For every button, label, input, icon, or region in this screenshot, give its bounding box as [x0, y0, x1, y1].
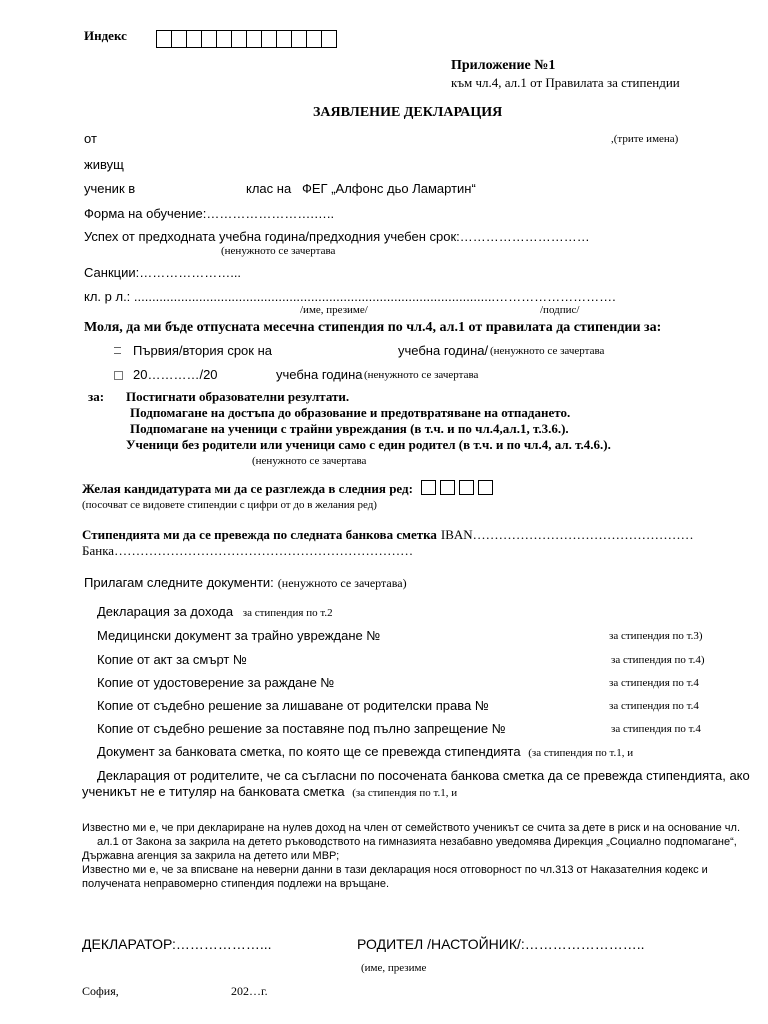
- preference-label: Желая кандидатурата ми да се разглежда в следния ред:: [82, 481, 413, 496]
- document-note: за стипендия по т.3): [609, 630, 703, 642]
- from-label: от: [84, 131, 97, 146]
- document-item[interactable]: Декларация за дохода за стипендия по т.2: [97, 604, 333, 619]
- success-field[interactable]: Успех от предходната учебна година/предходния учебен срок:…………………………: [84, 229, 590, 244]
- document-title: ЗАЯВЛЕНИЕ ДЕКЛАРАЦИЯ: [313, 105, 503, 120]
- bank-field[interactable]: Банка……………………………………………………………: [82, 543, 414, 558]
- document-item[interactable]: Копие от съдебно решение за поставяне под пълно запрещение №: [97, 721, 506, 736]
- index-boxes[interactable]: [156, 30, 336, 48]
- strike-hint: (ненужното се зачертава: [221, 245, 336, 257]
- declarator-signature-field[interactable]: ДЕКЛАРАТОР:………………...: [82, 936, 272, 952]
- preference-box[interactable]: [478, 480, 493, 495]
- iban-label: Стипендията ми да се превежда по следната банкова сметка: [82, 527, 437, 542]
- documents-intro-row: [84, 574, 407, 592]
- document-item[interactable]: Копие от съдебно решение за лишаване от родителски права №: [97, 698, 489, 713]
- index-box[interactable]: [216, 30, 232, 48]
- notice-line: Държавна агенция за закрила на детето или МВР;: [82, 850, 340, 862]
- index-box[interactable]: [201, 30, 217, 48]
- study-form-field[interactable]: Форма на обучение:…………………….…..: [84, 206, 335, 221]
- parent-signature-field[interactable]: РОДИТЕЛ /НАСТОЙНИК/:……………………..: [357, 936, 645, 952]
- appendix-subtitle: към чл.4, ал.1 от Правилата за стипендии: [451, 75, 680, 90]
- purpose-item[interactable]: Постигнати образователни резултати.: [126, 389, 350, 404]
- student-label: ученик в: [84, 181, 136, 196]
- document-note: за стипендия по т.4: [611, 723, 701, 735]
- term-option-checkbox[interactable]: [114, 347, 121, 354]
- document-item[interactable]: Медицински документ за трайно увреждане №: [97, 628, 381, 643]
- for-label: за:: [88, 389, 105, 404]
- name-surname-hint: /име, презиме/: [300, 304, 368, 316]
- index-box[interactable]: [261, 30, 277, 48]
- year-option-suffix: учебна година: [276, 367, 363, 382]
- index-box[interactable]: [321, 30, 337, 48]
- index-box[interactable]: [171, 30, 187, 48]
- document-note: за стипендия по т.4): [611, 654, 705, 666]
- preference-box[interactable]: [459, 480, 474, 495]
- preference-boxes[interactable]: [421, 480, 497, 495]
- document-item[interactable]: Копие от акт за смърт №: [97, 652, 247, 667]
- notice-line: Известно ми е, че при деклариране на нулев доход на член от семейството ученикът се счита за дете в риск и на основание чл.: [82, 822, 741, 834]
- notice-line: получената неправомерно стипендия подлежи на връщане.: [82, 878, 390, 890]
- full-name-hint: ,(трите имена): [611, 133, 679, 145]
- index-box[interactable]: [276, 30, 292, 48]
- document-note: за стипендия по т.4: [609, 677, 699, 689]
- city-label: София,: [82, 984, 119, 998]
- notice-line: Известно ми е, че за вписване на неверни данни в тази декларация нося отговорност по чл.313 от Наказателния кодекс и: [82, 864, 708, 876]
- index-box[interactable]: [306, 30, 322, 48]
- parents-declaration-line2: ученикът не е титуляр на банковата сметка (за стипендия по т.1, и: [82, 784, 458, 799]
- index-label: Индекс: [84, 28, 127, 43]
- iban-field[interactable]: IBAN……………………………………………: [440, 527, 694, 542]
- notice-line: ал.1 от Закона за закрила на детето ръководството на гимназията незабавно уведомява Дирекция „Социално подпомагане“,: [97, 836, 737, 848]
- index-box[interactable]: [186, 30, 202, 48]
- parent-name-hint: (име, презиме: [361, 962, 427, 974]
- preference-box[interactable]: [440, 480, 455, 495]
- year-option-label: 20…………/20: [133, 367, 218, 382]
- purposes-hint: (ненужното се зачертава: [252, 455, 367, 467]
- term-option-hint: (ненужното се зачертава: [490, 345, 605, 357]
- iban-row: [82, 526, 694, 544]
- appendix-title: Приложение №1: [451, 58, 556, 73]
- purpose-item[interactable]: Ученици без родители или ученици само с един родител (в т.ч. и по чл.4, ал. т.4.6.).: [126, 437, 611, 452]
- index-box[interactable]: [246, 30, 262, 48]
- preference-box[interactable]: [421, 480, 436, 495]
- parents-declaration-line1[interactable]: Декларация от родителите, че са съгласни по посочената банкова сметка да се превежда стипендията, ако: [97, 768, 750, 783]
- residing-label: живущ: [84, 157, 124, 172]
- purpose-item[interactable]: Подпомагане на достъпа до образование и предотвратяване на отпадането.: [130, 405, 571, 420]
- class-label: клас на: [246, 181, 292, 196]
- term-option-suffix: учебна година/: [398, 343, 489, 358]
- index-box[interactable]: [291, 30, 307, 48]
- preference-hint: (посочват се видовете стипендии с цифри от до в желания ред): [82, 499, 377, 511]
- request-text: Моля, да ми бъде отпусната месечна стипендия по чл.4, ал.1 от правилата да стипендии за:: [84, 320, 662, 335]
- documents-intro-hint: (ненужното се зачертава): [277, 576, 407, 590]
- year-option-hint: (ненужното се зачертава: [364, 369, 479, 381]
- document-note: за стипендия по т.4: [609, 700, 699, 712]
- index-box[interactable]: [156, 30, 172, 48]
- document-item[interactable]: Копие от удостоверение за раждане №: [97, 675, 335, 690]
- school-name: ФЕГ „Алфонс дьо Ламартин“: [302, 181, 476, 196]
- preference-row: [82, 480, 497, 498]
- term-option-label: Първия/втория срок на: [133, 343, 272, 358]
- date-field[interactable]: 202…г.: [231, 984, 268, 998]
- documents-intro: Прилагам следните документи:: [84, 575, 274, 590]
- purpose-item[interactable]: Подпомагане на ученици с трайни увреждания (в т.ч. и по чл.4,ал.1, т.3.6.).: [130, 421, 569, 436]
- index-box[interactable]: [231, 30, 247, 48]
- document-item[interactable]: Документ за банковата сметка, по която ще се превежда стипендията (за стипендия по т.1, и: [97, 744, 634, 759]
- sanctions-field[interactable]: Санкции:…………………...: [84, 265, 242, 280]
- year-option-checkbox[interactable]: [114, 371, 123, 380]
- class-teacher-field[interactable]: кл. р л.: ....................................................................................................……………………….: [84, 289, 616, 304]
- signature-hint: /подпис/: [540, 304, 580, 316]
